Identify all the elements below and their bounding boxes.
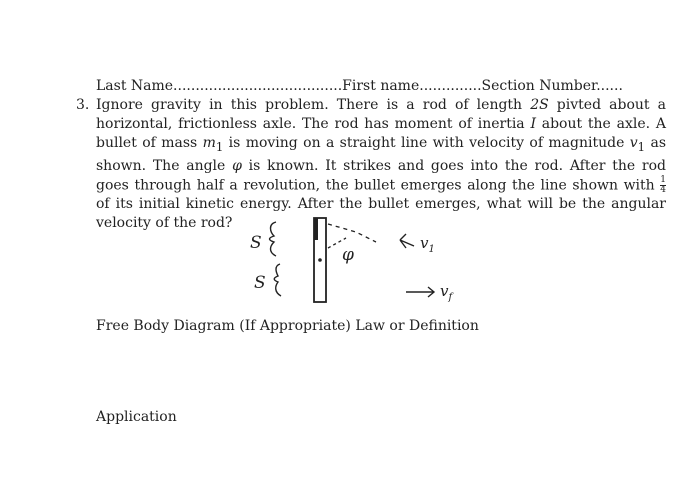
upper-brace [270, 222, 277, 256]
problem-text-part: is known. It strikes and goes into the rod. After the rod goes through half a revolution, the bullet emerges along the line shown with [96, 157, 666, 194]
pivot-point [318, 258, 322, 262]
length-symbol: 2S [530, 97, 549, 113]
vf-label: $v_f$ [440, 282, 453, 303]
one-quarter-fraction [660, 176, 666, 195]
bullet-path-dashed [328, 224, 376, 242]
sketch-svg [230, 208, 490, 318]
rod-shading [314, 218, 318, 240]
application-section-label: Application [96, 409, 177, 425]
problem-text-part: about the axle. A bullet of mass [96, 116, 666, 151]
v1-arrow [400, 234, 414, 248]
fraction-denominator: 4 [660, 184, 666, 195]
section-number-field: Section Number...... [481, 78, 623, 94]
last-name-field: Last Name...................................... [96, 78, 343, 94]
problem-text-part: pivted about a horizontal, frictionless axle. The rod has moment of inertia [96, 97, 666, 132]
fbd-section-label: Free Body Diagram (If Appropriate) Law or Definition [96, 318, 479, 334]
mass-symbol: m [202, 135, 216, 151]
mass-subscript: 1 [215, 139, 224, 154]
velocity-symbol: v [629, 135, 638, 151]
velocity-subscript: 1 [637, 139, 646, 154]
upper-s-label: S [250, 233, 262, 253]
problem-number: 3. [76, 97, 90, 113]
angle-phi-label: φ [342, 245, 354, 265]
student-info-line [96, 78, 623, 94]
inertia-symbol: I [530, 116, 536, 132]
rod-bullet-sketch [230, 208, 490, 318]
problem-text-part: of its initial kinetic energy. After the bullet emerges, what will be the angular velocity of the rod? [96, 196, 666, 232]
problem-text-part: Ignore gravity in this problem. There is a rod of length [96, 97, 531, 113]
angle-symbol: φ [232, 157, 242, 174]
vf-arrow [406, 287, 434, 297]
first-name-field: First name.............. [342, 78, 482, 94]
problem-text-part: is moving on a straight line with velocity of magnitude [223, 135, 630, 151]
lower-brace [274, 264, 281, 296]
problem-text-part: as shown. The angle [96, 135, 666, 174]
v1-label: $v_1$ [420, 234, 435, 255]
lower-s-label: S [254, 273, 266, 293]
fraction-numerator: 1 [660, 174, 666, 185]
